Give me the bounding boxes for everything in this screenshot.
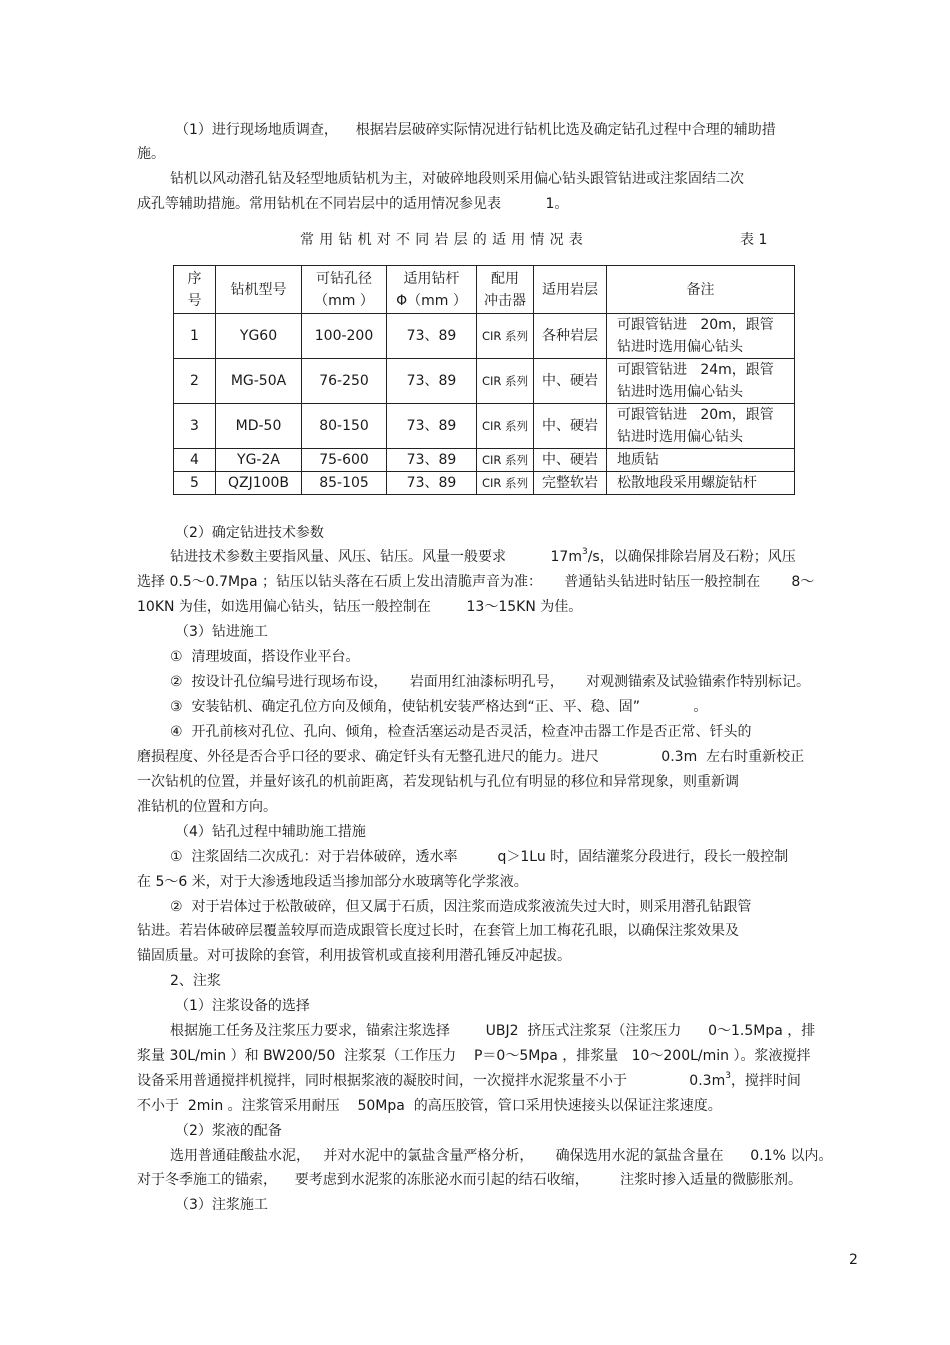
cell-diameter: 75-600: [302, 449, 387, 472]
sec2-title: （2）确定钻进技术参数: [175, 525, 324, 541]
grout-s2-title: （2）浆液的配备: [175, 1123, 282, 1139]
sec3-item4-line4: 准钻机的位置和方向。: [137, 799, 277, 815]
grout-s1-line3: 设备采用普通搅拌机搅拌，同时根据浆液的凝胶时间，一次搅拌水泥浆量不小于 $0.3m^3$，搅拌时间: [137, 1071, 801, 1089]
sec2-line1: 钻进技术参数主要指风量、风压、钻压。风量一般要求 $17m^3/s$，以确保排除岩屑及石粉；风压: [170, 547, 796, 565]
cell-hammer: CIR 系列: [477, 404, 534, 449]
header-rod: 适用钻杆 Φ（mm ）: [387, 266, 477, 314]
header-no: 序 号: [174, 266, 216, 314]
sec4-b-line2: 钻进。若岩体破碎层覆盖较厚而造成跟管长度过长时，在套管上加工梅花孔眼，以确保注浆效果及: [137, 923, 739, 939]
cell-rod: 73、89: [387, 404, 477, 449]
cell-diameter: 85-105: [302, 472, 387, 495]
grout-s1-line2: 浆量 30L/min ）和 BW200/50 注浆泵（工作压力 P＝0～5Mpa ，排浆量 10～200L/min ）。浆液搅拌: [137, 1048, 811, 1064]
cell-diameter: 100-200: [302, 314, 387, 359]
cell-remark: 可跟管钻进 20m，跟管 钻进时选用偏心钻头: [607, 404, 795, 449]
sec3-item4-line1: ④ 开孔前核对孔位、孔向、倾角，检查活塞运动是否灵活，检查冲击器工作是否正常、钎头的: [170, 724, 752, 740]
grout-s1-line1: 根据施工任务及注浆压力要求，锚索注浆选择 UBJ2 挤压式注浆泵（注浆压力 0～1.5Mpa ，排: [170, 1023, 816, 1039]
cell-rock: 中、硬岩: [534, 359, 607, 404]
table-caption: 常用钻机对不同岩层的适用情况表: [300, 232, 588, 248]
para1-line1: （1）进行现场地质调查， 根据岩层破碎实际情况进行钻机比选及确定钻孔过程中合理的辅助措: [175, 122, 776, 138]
cell-remark: 地质钻: [607, 449, 795, 472]
cell-rod: 73、89: [387, 359, 477, 404]
grout-s3-title: （3）注浆施工: [175, 1197, 268, 1213]
header-hammer: 配用 冲击器: [477, 266, 534, 314]
cell-no: 1: [174, 314, 216, 359]
cell-no: 5: [174, 472, 216, 495]
sec3-item4-line2: 磨损程度、外径是否合乎口径的要求、确定钎头有无整孔进尺的能力。进尺 0.3m 左右时重新校正: [137, 749, 805, 765]
para1-line3: 钻机以风动潜孔钻及轻型地质钻机为主，对破碎地段则采用偏心钻头跟管钻进或注浆固结二次: [170, 171, 744, 187]
sec4-a-line1: ① 注浆固结二次成孔：对于岩体破碎，透水率 q＞1Lu 时，固结灌浆分段进行，段长一般控制: [170, 849, 789, 865]
cell-rod: 73、89: [387, 314, 477, 359]
sec2-line3: 10KN 为佳，如选用偏心钻头，钻压一般控制在 13～15KN 为佳。: [137, 599, 583, 615]
grout-s2-line1: 选用普通硅酸盐水泥， 并对水泥中的氯盐含量严格分析， 确保选用水泥的氯盐含量在 0.1% 以内。: [170, 1148, 833, 1164]
grout-heading: 2、注浆: [170, 973, 221, 989]
cell-diameter: 80-150: [302, 404, 387, 449]
cell-rod: 73、89: [387, 449, 477, 472]
table-row: [174, 449, 795, 472]
cell-rock: 完整软岩: [534, 472, 607, 495]
cell-remark: 松散地段采用螺旋钻杆: [607, 472, 795, 495]
cell-hammer: CIR 系列: [477, 449, 534, 472]
table-header-row: [174, 266, 795, 314]
cell-hammer: CIR 系列: [477, 472, 534, 495]
cell-hammer: CIR 系列: [477, 359, 534, 404]
grout-s1-line4: 不小于 2min 。注浆管采用耐压 50Mpa 的高压胶管，管口采用快速接头以保证注浆速度。: [137, 1098, 722, 1114]
cell-rock: 中、硬岩: [534, 404, 607, 449]
cell-model: MD-50: [216, 404, 302, 449]
cell-rock: 各种岩层: [534, 314, 607, 359]
sec4-b-line1: ② 对于岩体过于松散破碎，但又属于石质，因注浆而造成浆液流失过大时，则采用潜孔钻跟管: [170, 899, 752, 915]
header-remark: 备注: [607, 266, 795, 314]
header-diameter: 可钻孔径 （mm ）: [302, 266, 387, 314]
table-row: [174, 472, 795, 495]
sec3-item1: ① 清理坡面，搭设作业平台。: [170, 649, 360, 665]
drill-table: [173, 265, 795, 495]
sec3-item3: ③ 安装钻机、确定孔位方向及倾角，使钻机安装严格达到“正、平、稳、固” 。: [170, 699, 708, 715]
grout-s2-line2: 对于冬季施工的锚索， 要考虑到水泥浆的冻胀泌水而引起的结石收缩， 注浆时掺入适量的微膨胀剂。: [137, 1172, 802, 1188]
table-number: 表 1: [740, 232, 768, 248]
para1-line2: 施。: [137, 146, 165, 162]
cell-no: 4: [174, 449, 216, 472]
table-row: [174, 404, 795, 449]
cell-remark: 可跟管钻进 20m，跟管 钻进时选用偏心钻头: [607, 314, 795, 359]
page-number: 2: [849, 1252, 858, 1268]
cell-diameter: 76-250: [302, 359, 387, 404]
cell-rod: 73、89: [387, 472, 477, 495]
para1-line4: 成孔等辅助措施。常用钻机在不同岩层中的适用情况参见表 1。: [137, 196, 569, 212]
cell-model: MG-50A: [216, 359, 302, 404]
sec4-title: （4）钻孔过程中辅助施工措施: [175, 824, 366, 840]
cell-no: 2: [174, 359, 216, 404]
cell-remark: 可跟管钻进 24m，跟管 钻进时选用偏心钻头: [607, 359, 795, 404]
cell-model: YG-2A: [216, 449, 302, 472]
cell-model: YG60: [216, 314, 302, 359]
header-model: 钻机型号: [216, 266, 302, 314]
cell-no: 3: [174, 404, 216, 449]
sec3-item2: ② 按设计孔位编号进行现场布设， 岩面用红油漆标明孔号， 对观测锚索及试验锚索作特别标记。: [170, 674, 810, 690]
header-rock: 适用岩层: [534, 266, 607, 314]
cell-model: QZJ100B: [216, 472, 302, 495]
sec2-line2: 选择 0.5～0.7Mpa ；钻压以钻头落在石质上发出清脆声音为准： 普通钻头钻进时钻压一般控制在 8～: [137, 574, 815, 590]
sec3-title: （3）钻进施工: [175, 624, 268, 640]
sec4-a-line2: 在 5～6 米，对于大渗透地段适当掺加部分水玻璃等化学浆液。: [137, 874, 528, 890]
cell-rock: 中、硬岩: [534, 449, 607, 472]
cell-hammer: CIR 系列: [477, 314, 534, 359]
grout-s1-title: （1）注浆设备的选择: [175, 998, 310, 1014]
table-row: [174, 359, 795, 404]
sec3-item4-line3: 一次钻机的位置，并量好该孔的机前距离，若发现钻机与孔位有明显的移位和异常现象，则重新调: [137, 774, 739, 790]
table-row: [174, 314, 795, 359]
sec4-b-line3: 锚固质量。对可拔除的套管，利用拔管机或直接利用潜孔锤反冲起拔。: [137, 948, 571, 964]
